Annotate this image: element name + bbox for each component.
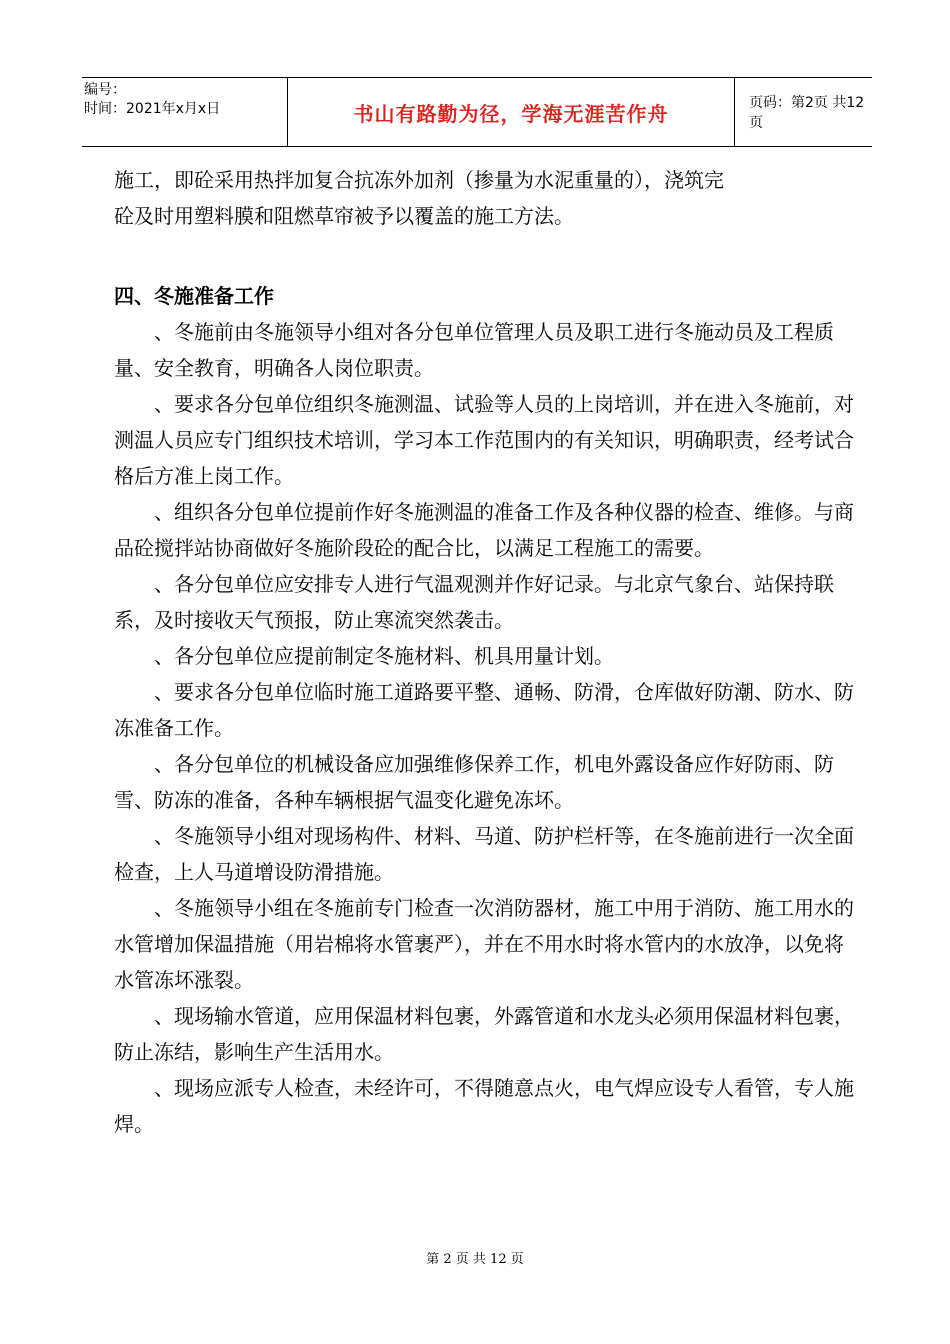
paragraph: 、冬施前由冬施领导小组对各分包单位管理人员及职工进行冬施动员及工程质量、安全教育，明确各人岗位职责。 [114,320,834,380]
intro-line: 施工，即砼采用热拌加复合抗冻外加剂（掺量为水泥重量的），浇筑完 [114,168,724,192]
header-page-label: 页码：第2页 共12页 [749,95,865,131]
paragraph: 、现场应派专人检查，未经许可，不得随意点火，电气焊应设专人看管，专人施焊。 [114,1076,854,1136]
header-meta [82,78,287,146]
spacer [114,234,854,270]
paragraph: 、现场输水管道，应用保温材料包裹，外露管道和水龙头必须用保温材料包裹，防止冻结，影响生产生活用水。 [114,1004,854,1064]
paragraph: 、要求各分包单位临时施工道路要平整、通畅、防滑，仓库做好防潮、防水、防冻准备工作。 [114,680,854,740]
paragraph: 、各分包单位应提前制定冬施材料、机具用量计划。 [154,644,614,668]
intro-line: 砼及时用塑料膜和阻燃草帘被予以覆盖的施工方法。 [114,204,574,228]
paragraph: 、各分包单位的机械设备应加强维修保养工作，机电外露设备应作好防雨、防雪、防冻的准备，各种车辆根据气温变化避免冻坏。 [114,752,834,812]
paragraph: 、冬施领导小组对现场构件、材料、马道、防护栏杆等，在冬施前进行一次全面检查，上人马道增设防滑措施。 [114,824,854,884]
page-footer: 第 2 页 共 12 页 [426,1252,524,1267]
header-motto: 书山有路勤为径，学海无涯苦作舟 [287,78,735,146]
paragraph: 、各分包单位应安排专人进行气温观测并作好记录。与北京气象台、站保持联系，及时接收天气预报，防止寒流突然袭击。 [114,572,834,632]
section-heading: 四、冬施准备工作 [114,284,274,308]
document-time-label: 时间：2021年x月x日 [84,101,221,117]
paragraph: 、组织各分包单位提前作好冬施测温的准备工作及各种仪器的检查、维修。与商品砼搅拌站协商做好冬施阶段砼的配合比，以满足工程施工的需要。 [114,500,854,560]
paragraph: 、要求各分包单位组织冬施测温、试验等人员的上岗培训，并在进入冬施前，对测温人员应专门组织技术培训，学习本工作范围内的有关知识，明确职责，经考试合格后方准上岗工作。 [114,392,854,488]
document-body [114,162,854,1142]
document-number-label: 编号： [84,82,126,98]
page-header [82,77,872,147]
paragraph: 、冬施领导小组在冬施前专门检查一次消防器材，施工中用于消防、施工用水的水管增加保温措施（用岩棉将水管裹严），并在不用水时将水管内的水放净，以免将水管冻坏涨裂。 [114,896,854,992]
